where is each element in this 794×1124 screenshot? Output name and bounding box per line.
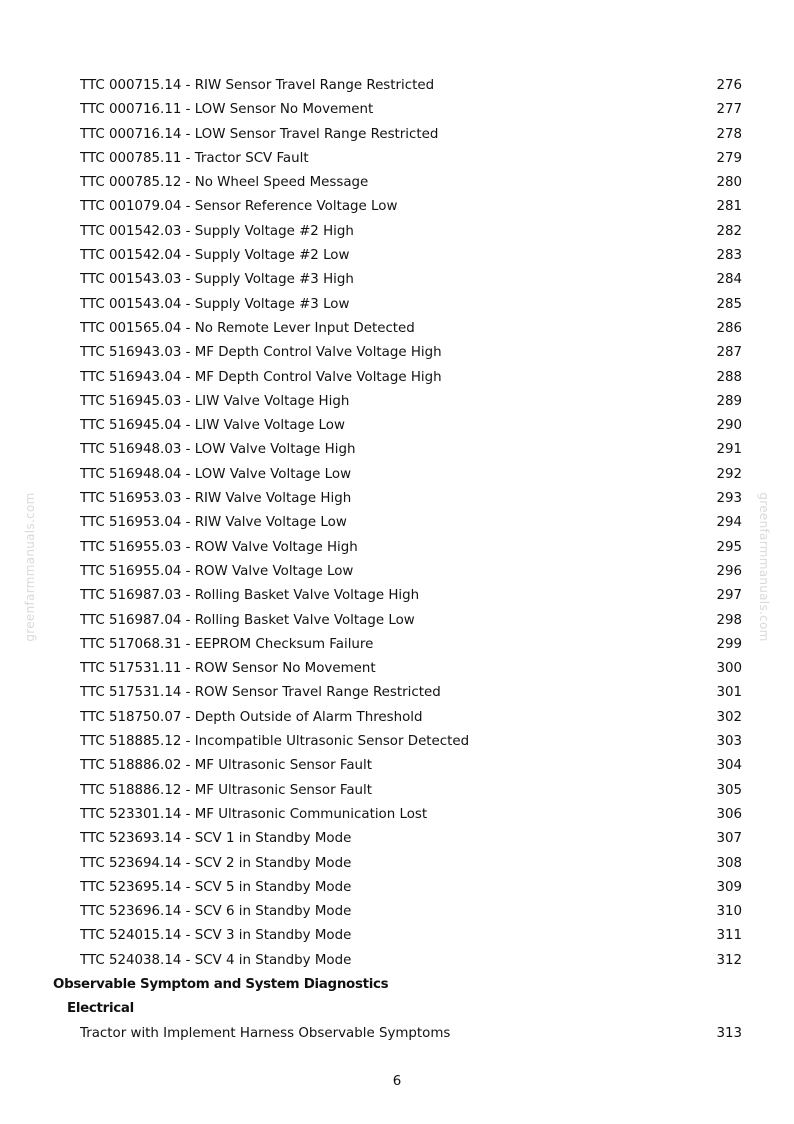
toc-entry-page: 307 xyxy=(716,831,742,847)
toc-entry[interactable] xyxy=(0,465,794,489)
table-of-contents xyxy=(0,76,794,1048)
toc-entry-title: TTC 517068.31 - EEPROM Checksum Failure xyxy=(80,636,374,652)
toc-entry[interactable] xyxy=(0,222,794,246)
toc-entry-title: TTC 523301.14 - MF Ultrasonic Communication Lost xyxy=(80,806,428,822)
toc-entry-page: 276 xyxy=(716,78,742,93)
toc-entry-page: 308 xyxy=(716,855,742,871)
toc-entry-title: TTC 524015.14 - SCV 3 in Standby Mode xyxy=(80,928,352,944)
toc-entry-title: TTC 523694.14 - SCV 2 in Standby Mode xyxy=(80,855,352,871)
toc-entry-title: TTC 518886.02 - MF Ultrasonic Sensor Fault xyxy=(80,758,372,774)
toc-entry[interactable] xyxy=(0,586,794,610)
toc-entry[interactable] xyxy=(0,781,794,805)
toc-entry-page: 302 xyxy=(716,709,742,725)
toc-entry-page: 288 xyxy=(716,369,742,385)
toc-entry-title: TTC 516953.03 - RIW Valve Voltage High xyxy=(80,491,352,507)
toc-entry[interactable] xyxy=(0,635,794,659)
toc-entry[interactable] xyxy=(0,173,794,197)
toc-entry-title: TTC 001543.03 - Supply Voltage #3 High xyxy=(80,272,354,288)
toc-entry-page: 300 xyxy=(716,661,742,677)
toc-entry[interactable] xyxy=(0,440,794,464)
toc-entry-title: TTC 516943.04 - MF Depth Control Valve Voltage High xyxy=(80,369,442,385)
toc-entry[interactable] xyxy=(0,538,794,562)
toc-entry-page: 294 xyxy=(716,515,742,531)
toc-entry-title: TTC 000785.12 - No Wheel Speed Message xyxy=(80,175,369,191)
toc-entry-title: TTC 524038.14 - SCV 4 in Standby Mode xyxy=(80,952,352,968)
toc-entry-page: 282 xyxy=(716,223,742,239)
toc-entry-page: 295 xyxy=(716,539,742,555)
toc-entry-title: Tractor with Implement Harness Observable Symptoms xyxy=(80,1025,451,1041)
toc-entry-title: TTC 516943.03 - MF Depth Control Valve Voltage High xyxy=(80,345,442,361)
toc-entry-title: TTC 516987.03 - Rolling Basket Valve Voltage High xyxy=(80,588,420,604)
toc-entry[interactable] xyxy=(0,926,794,950)
toc-entry[interactable] xyxy=(0,392,794,416)
toc-entry-page: 303 xyxy=(716,734,742,750)
toc-entry[interactable] xyxy=(0,902,794,926)
toc-entry[interactable] xyxy=(0,246,794,270)
toc-entry[interactable] xyxy=(0,416,794,440)
toc-entry[interactable] xyxy=(0,562,794,586)
toc-entry-title: TTC 000716.14 - LOW Sensor Travel Range Restricted xyxy=(80,126,439,142)
toc-entry[interactable] xyxy=(0,270,794,294)
toc-entry[interactable] xyxy=(0,732,794,756)
toc-entry-page: 290 xyxy=(716,418,742,434)
toc-entry-title: TTC 516945.03 - LIW Valve Voltage High xyxy=(80,393,350,409)
toc-entry-page: 283 xyxy=(716,248,742,264)
toc-entry-page: 289 xyxy=(716,393,742,409)
toc-entry-page: 280 xyxy=(716,175,742,191)
toc-entry[interactable] xyxy=(0,951,794,975)
toc-entry-page: 284 xyxy=(716,272,742,288)
toc-entry-page: 278 xyxy=(716,126,742,142)
toc-entry[interactable] xyxy=(0,854,794,878)
toc-entry-page: 312 xyxy=(716,952,742,968)
toc-entry-page: 281 xyxy=(716,199,742,215)
toc-entry[interactable] xyxy=(0,659,794,683)
toc-entry-title: TTC 523696.14 - SCV 6 in Standby Mode xyxy=(80,904,352,920)
toc-entry-title: TTC 523695.14 - SCV 5 in Standby Mode xyxy=(80,879,352,895)
toc-entry[interactable] xyxy=(0,319,794,343)
toc-entry[interactable] xyxy=(0,100,794,124)
toc-entry-page: 310 xyxy=(716,904,742,920)
toc-entry-title: TTC 000716.11 - LOW Sensor No Movement xyxy=(80,102,374,118)
toc-entry-title: TTC 518886.12 - MF Ultrasonic Sensor Fault xyxy=(80,782,372,798)
toc-entry[interactable] xyxy=(0,197,794,221)
toc-entry-page: 304 xyxy=(716,758,742,774)
toc-entry[interactable] xyxy=(0,683,794,707)
toc-entry-page: 313 xyxy=(716,1025,742,1041)
toc-entry[interactable] xyxy=(0,513,794,537)
toc-entry-title: TTC 000715.14 - RIW Sensor Travel Range Restricted xyxy=(80,78,435,93)
toc-entry[interactable] xyxy=(0,76,794,100)
watermark-right: greenfarmmanuals.com xyxy=(757,492,771,642)
toc-entry-title: TTC 001543.04 - Supply Voltage #3 Low xyxy=(80,296,350,312)
toc-entry-page: 309 xyxy=(716,879,742,895)
section-heading xyxy=(0,975,794,999)
toc-entry-page: 291 xyxy=(716,442,742,458)
toc-entry-page: 277 xyxy=(716,102,742,118)
toc-entry[interactable] xyxy=(0,756,794,780)
toc-entry-title: TTC 516948.04 - LOW Valve Voltage Low xyxy=(80,466,352,482)
toc-entry-page: 285 xyxy=(716,296,742,312)
toc-entry-title: TTC 001542.04 - Supply Voltage #2 Low xyxy=(80,248,350,264)
toc-entry-page: 296 xyxy=(716,563,742,579)
toc-entry[interactable] xyxy=(0,878,794,902)
watermark-left: greenfarmmanuals.com xyxy=(23,492,37,642)
toc-entry-page: 305 xyxy=(716,782,742,798)
toc-entry-list xyxy=(0,76,794,975)
toc-entry[interactable] xyxy=(0,489,794,513)
toc-entry[interactable] xyxy=(0,125,794,149)
toc-entry[interactable] xyxy=(0,149,794,173)
toc-entry-page: 306 xyxy=(716,806,742,822)
toc-entry-title: TTC 001542.03 - Supply Voltage #2 High xyxy=(80,223,354,239)
toc-entry-title: TTC 517531.11 - ROW Sensor No Movement xyxy=(80,661,376,677)
toc-entry-title: TTC 516955.03 - ROW Valve Voltage High xyxy=(80,539,358,555)
toc-entry[interactable] xyxy=(0,611,794,635)
toc-entry-title: TTC 516987.04 - Rolling Basket Valve Voltage Low xyxy=(80,612,415,628)
page-number: 6 xyxy=(392,1074,402,1089)
toc-entry-page: 299 xyxy=(716,636,742,652)
toc-entry[interactable] xyxy=(0,829,794,853)
toc-entry[interactable] xyxy=(0,368,794,392)
toc-entry-page: 287 xyxy=(716,345,742,361)
toc-entry[interactable] xyxy=(0,295,794,319)
toc-entry-title: TTC 517531.14 - ROW Sensor Travel Range Restricted xyxy=(80,685,441,701)
toc-entry-page: 292 xyxy=(716,466,742,482)
toc-entry-page: 301 xyxy=(716,685,742,701)
toc-entry-title: TTC 516945.04 - LIW Valve Voltage Low xyxy=(80,418,345,434)
toc-entry-page: 311 xyxy=(716,928,742,944)
toc-entry[interactable] xyxy=(0,343,794,367)
subsection-heading xyxy=(0,999,794,1023)
toc-entry-page: 298 xyxy=(716,612,742,628)
toc-entry-title: TTC 000785.11 - Tractor SCV Fault xyxy=(80,150,309,166)
toc-entry-title: TTC 523693.14 - SCV 1 in Standby Mode xyxy=(80,831,352,847)
toc-entry-title: TTC 518885.12 - Incompatible Ultrasonic Sensor Detected xyxy=(80,734,470,750)
toc-entry-page: 297 xyxy=(716,588,742,604)
toc-entry-title: TTC 516953.04 - RIW Valve Voltage Low xyxy=(80,515,347,531)
subsection-heading-text: Electrical xyxy=(67,1001,134,1017)
toc-entry-title: TTC 001565.04 - No Remote Lever Input Detected xyxy=(80,320,415,336)
toc-entry[interactable] xyxy=(0,805,794,829)
toc-entry[interactable] xyxy=(0,708,794,732)
toc-entry-page: 279 xyxy=(716,150,742,166)
toc-entry[interactable] xyxy=(0,1024,794,1048)
toc-entry-title: TTC 516955.04 - ROW Valve Voltage Low xyxy=(80,563,354,579)
toc-entry-page: 293 xyxy=(716,491,742,507)
toc-entry-title: TTC 516948.03 - LOW Valve Voltage High xyxy=(80,442,356,458)
toc-entry-title: TTC 001079.04 - Sensor Reference Voltage Low xyxy=(80,199,398,215)
section-heading-text: Observable Symptom and System Diagnostics xyxy=(53,976,389,992)
toc-entry-page: 286 xyxy=(716,320,742,336)
toc-entry-title: TTC 518750.07 - Depth Outside of Alarm Threshold xyxy=(80,709,423,725)
